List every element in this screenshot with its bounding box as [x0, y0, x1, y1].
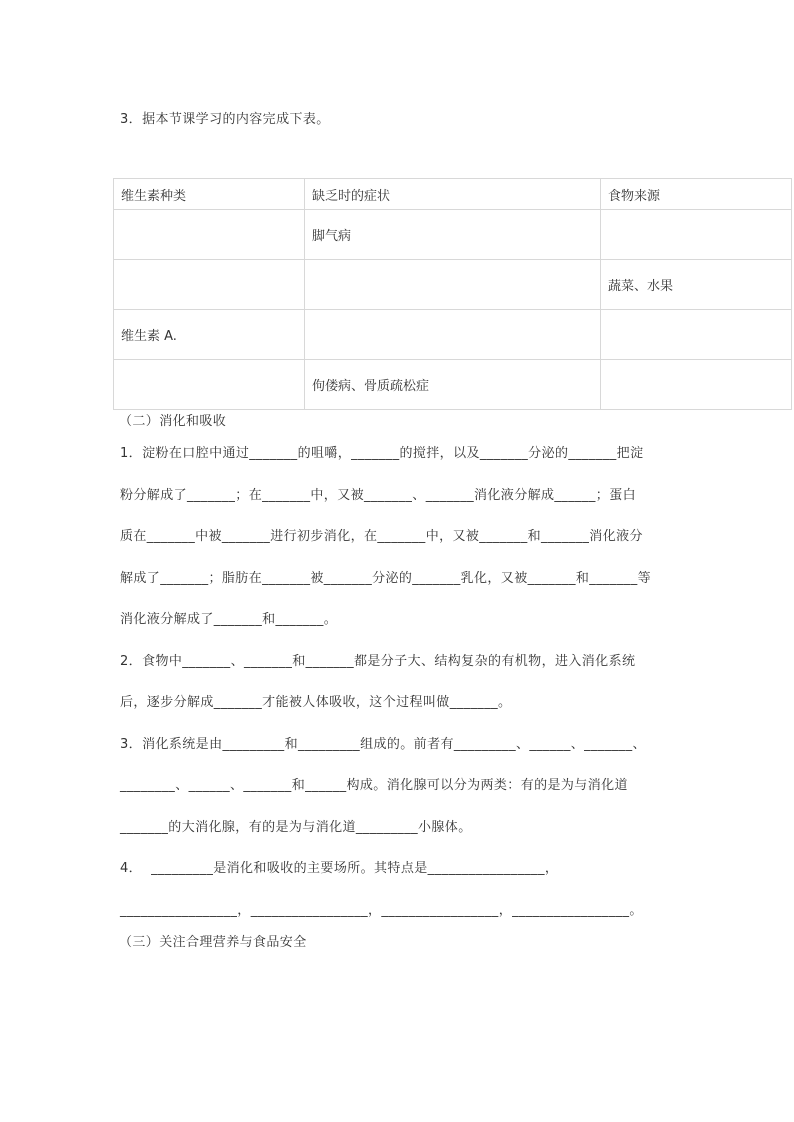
- body-line: 1．淀粉在口腔中通过_______的咀嚼，_______的搅拌，以及_______分泌的_______把淀: [120, 446, 644, 461]
- table-header-cell: 缺乏时的症状: [305, 179, 601, 210]
- body-line: 4． _________是消化和吸收的主要场所。其特点是_________________，: [120, 861, 559, 876]
- table-header-cell: 食物来源: [601, 179, 792, 210]
- table-cell[interactable]: [114, 260, 305, 310]
- table-cell[interactable]: [305, 260, 601, 310]
- section-2-title: （二）消化和吸收: [119, 414, 227, 429]
- table-row: [114, 210, 792, 260]
- table-cell[interactable]: [114, 360, 305, 410]
- body-line: 后，逐步分解成_______才能被人体吸收，这个过程叫做_______。: [120, 695, 512, 710]
- table-cell[interactable]: 佝偻病、骨质疏松症: [305, 360, 601, 410]
- vitamin-table: [113, 178, 792, 410]
- table-row: [114, 360, 792, 410]
- table-row: [114, 310, 792, 360]
- body-line: 粉分解成了_______；在_______中，又被_______、_______消化液分解成______；蛋白: [120, 488, 636, 503]
- table-row: [114, 260, 792, 310]
- table-cell[interactable]: [114, 210, 305, 260]
- table-header-cell: 维生素种类: [114, 179, 305, 210]
- table-cell[interactable]: 蔬菜、水果: [601, 260, 792, 310]
- body-line: 消化液分解成了_______和_______。: [120, 612, 338, 627]
- body-line: 质在_______中被_______进行初步消化，在_______中，又被_______和_______消化液分: [120, 529, 643, 544]
- question-3-title: 3．据本节课学习的内容完成下表。: [120, 112, 330, 127]
- table-cell[interactable]: [601, 360, 792, 410]
- body-line: _________________，_________________，_________________，_________________。: [120, 903, 643, 918]
- body-line: _______的大消化腺，有的是为与消化道_________小腺体。: [120, 820, 472, 835]
- body-line: 2．食物中_______、_______和_______都是分子大、结构复杂的有机物，进入消化系统: [120, 654, 636, 669]
- section-3-title: （三）关注合理营养与食品安全: [119, 935, 307, 950]
- table-cell[interactable]: 维生素 A.: [114, 310, 305, 360]
- body-line: 3．消化系统是由_________和_________组成的。前者有_________、______、_______、: [120, 737, 646, 752]
- table-cell[interactable]: [601, 210, 792, 260]
- table-cell[interactable]: 脚气病: [305, 210, 601, 260]
- table-header-row: [114, 179, 792, 210]
- body-line: 解成了_______；脂肪在_______被_______分泌的_______乳化，又被_______和_______等: [120, 571, 651, 586]
- table-cell[interactable]: [601, 310, 792, 360]
- body-line: ________、______、_______和______构成。消化腺可以分为两类：有的是为与消化道: [120, 778, 628, 793]
- table-cell[interactable]: [305, 310, 601, 360]
